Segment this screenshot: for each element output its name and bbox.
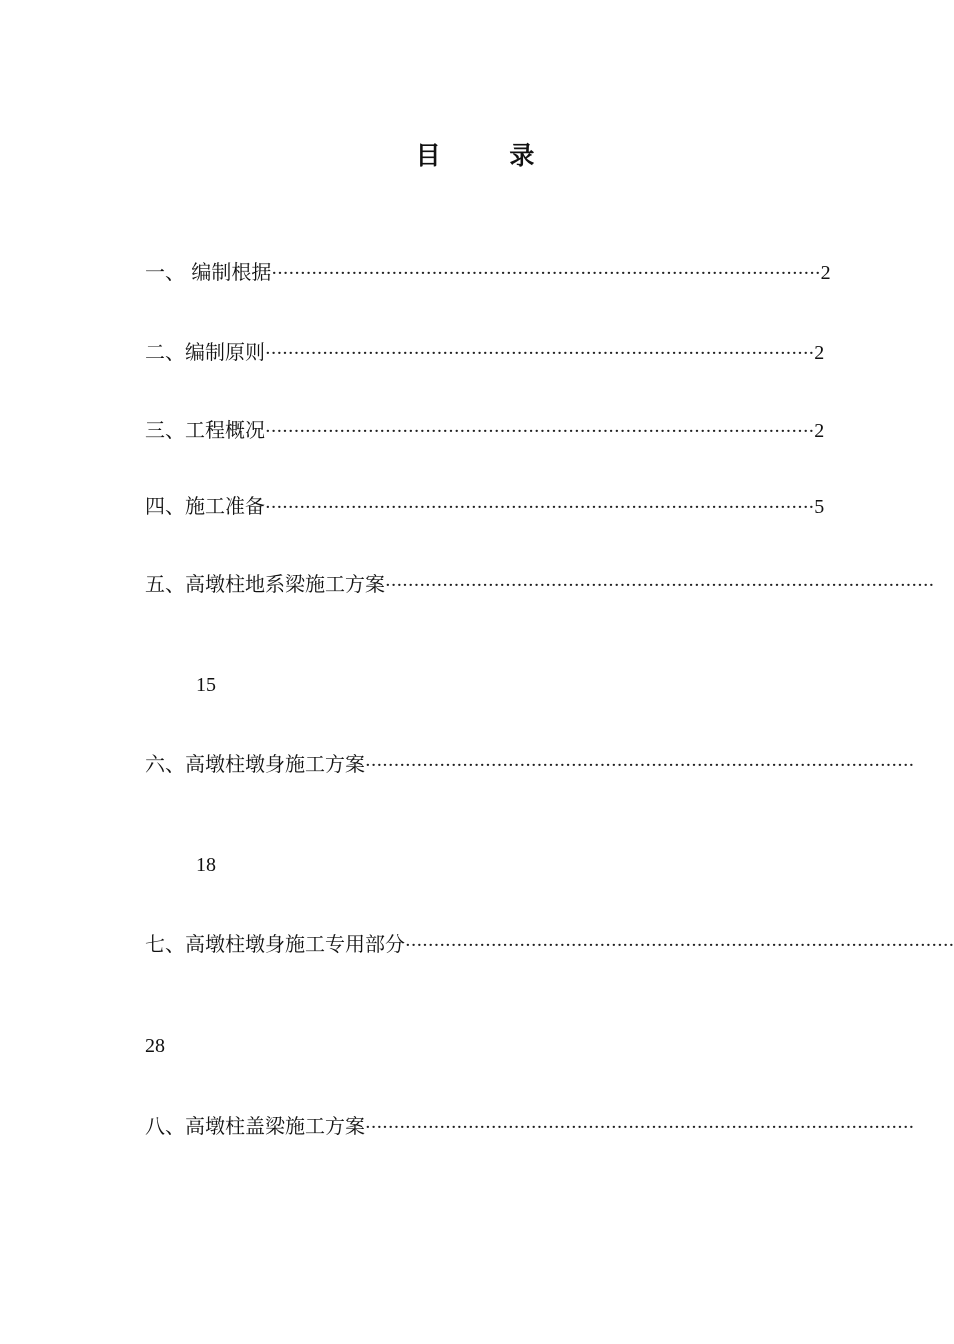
toc-entry-page: 5	[814, 496, 825, 518]
toc-entry[interactable]	[145, 336, 825, 366]
toc-entry[interactable]	[145, 568, 935, 598]
toc-leader: ································································································	[265, 421, 815, 442]
toc-leader: ································································································	[265, 343, 815, 364]
toc-entry-label: 五、高墩柱地系梁施工方案	[145, 572, 385, 596]
toc-leader: ································································································	[265, 497, 815, 518]
toc-entry-label: 三、工程概况	[145, 418, 265, 442]
toc-entry-page: 15	[196, 674, 216, 696]
toc-entry-label: 一、 编制根据	[145, 260, 272, 284]
toc-entry-label: 二、编制原则	[145, 340, 265, 364]
toc-leader: ································································································	[405, 935, 954, 956]
toc-leader: ································································································	[365, 1117, 915, 1138]
toc-entry-page: 2	[820, 262, 831, 284]
toc-title: 目 录	[415, 141, 565, 170]
toc-entry[interactable]	[145, 928, 954, 958]
toc-leader: ································································································	[385, 575, 935, 596]
toc-entry[interactable]	[145, 414, 825, 444]
toc-entry-label: 六、高墩柱墩身施工方案	[145, 752, 365, 776]
toc-entry-page: 2	[814, 342, 825, 364]
toc-entry[interactable]	[145, 1110, 915, 1140]
toc-leader: ································································································	[365, 755, 915, 776]
toc-entry-label: 八、高墩柱盖梁施工方案	[145, 1114, 365, 1138]
toc-entry-label: 四、施工准备	[145, 494, 265, 518]
toc-entry-page: 28	[145, 1035, 165, 1057]
toc-entry-page: 18	[196, 854, 216, 876]
toc-leader: ································································································	[271, 263, 821, 284]
toc-entry-page: 2	[814, 420, 825, 442]
toc-entry-label: 七、高墩柱墩身施工专用部分	[145, 932, 405, 956]
toc-entry[interactable]	[145, 748, 915, 778]
toc-entry[interactable]	[145, 256, 831, 286]
toc-entry[interactable]	[145, 490, 825, 520]
